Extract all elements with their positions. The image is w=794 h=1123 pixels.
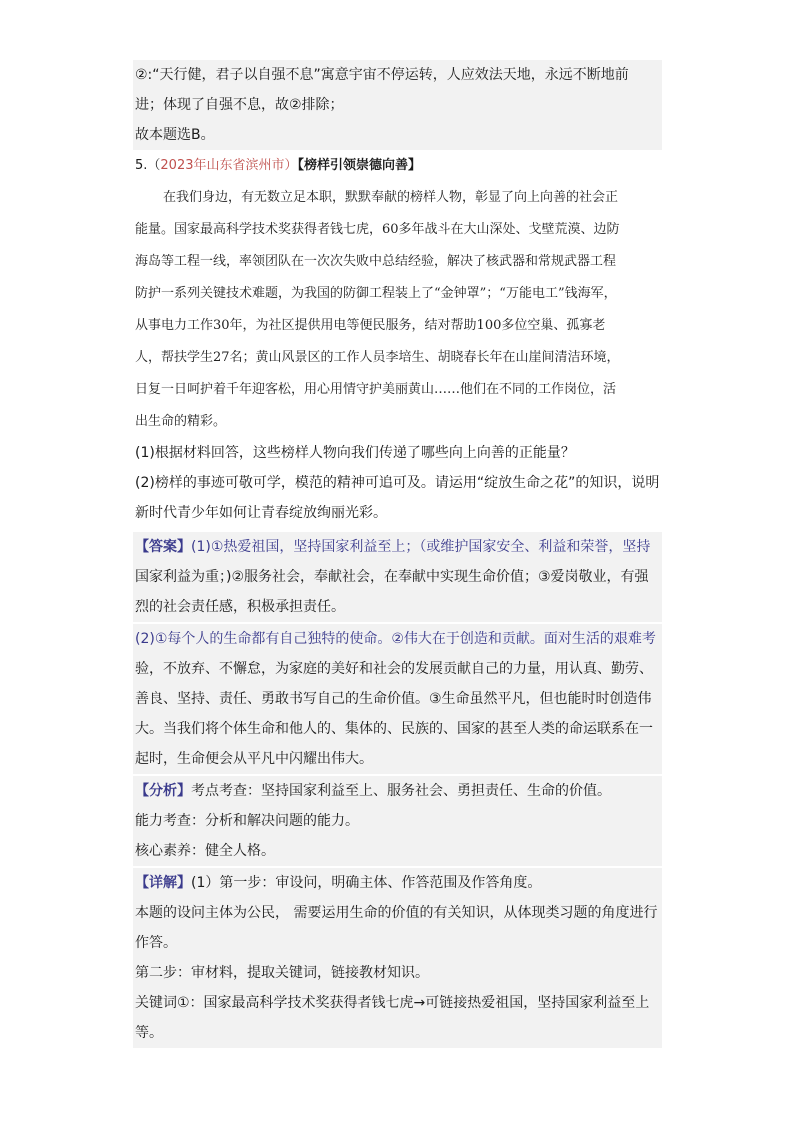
answer-block	[133, 532, 662, 622]
answer-line: (2)①每个人的生命都有自己独特的使命。②伟大在于创造和贡献。面对生活的艰难考	[135, 631, 656, 647]
answer-line: 国家利益为重；)②服务社会，奉献社会，在奉献中实现生命价值；③爱岗敬业，有强	[135, 569, 649, 585]
document-page	[133, 60, 662, 1048]
detail-line: 本题的设问主体为公民， 需要运用生命的价值的有关知识，从体现类习题的角度进行	[135, 905, 658, 921]
material-line: 日复一日呵护着千年迎客松，用心用情守护美丽黄山……他们在不同的工作岗位，活	[135, 382, 617, 397]
sub-question-2-line: (2)榜样的事迹可敬可学，模范的精神可追可及。请运用“绽放生命之花”的知识，说明	[135, 475, 660, 491]
analysis-ability: 能力考查：分析和解决问题的能力。	[135, 813, 359, 829]
prev-answer-line: 进；体现了自强不息，故②排除；	[135, 97, 344, 113]
detail-line: 第二步：审材料，提取关键词，链接教材知识。	[135, 965, 429, 981]
detail-line: 等。	[135, 1025, 163, 1041]
sub-question-2-line: 新时代青少年如何让青春绽放绚丽光彩。	[135, 505, 387, 521]
detail-line: 关键词①：国家最高科学技术奖获得者钱七虎→可链接热爱祖国，坚持国家利益至上	[135, 995, 650, 1011]
analysis-line: 【分析】考点考查：坚持国家利益至上、服务社会、勇担责任、生命的价值。	[135, 783, 611, 799]
question-source: 2023年山东省滨州市	[160, 158, 285, 173]
question-material	[133, 182, 662, 438]
answer-2-block	[133, 624, 662, 774]
detail-line: 【详解】(1）第一步：审设问，明确主体、作答范围及作答角度。	[135, 875, 542, 891]
material-line: 能量。国家最高科学技术奖获得者钱七虎，60多年战斗在大山深处、戈壁荒漠、边防	[135, 222, 620, 237]
material-line: 在我们身边，有无数立足本职，默默奉献的榜样人物，彰显了向上向善的社会正	[163, 190, 619, 205]
material-line: 防护一系列关键技术难题，为我国的防御工程装上了“金钟罩”；“万能电工”钱海军，	[135, 286, 617, 301]
answer-label: 【答案】	[135, 539, 191, 555]
prev-answer-line: ②:“天行健，君子以自强不息”寓意宇宙不停运转，人应效法天地，永远不断地前	[135, 67, 629, 83]
prev-conclusion: 故本题选B。	[133, 120, 662, 150]
analysis-block	[133, 776, 662, 866]
question-header	[133, 150, 662, 182]
material-line: 海岛等工程一线，率领团队在一次次失败中总结经验，解决了核武器和常规武器工程	[135, 254, 617, 269]
material-line: 从事电力工作30年，为社区提供用电等便民服务，结对帮助100多位空巢、孤寡老	[135, 318, 606, 333]
material-line: 人，帮扶学生27名；黄山风景区的工作人员李培生、胡晓春长年在山崖间清洁环境，	[135, 350, 620, 365]
analysis-literacy: 核心素养：健全人格。	[135, 843, 275, 859]
previous-answer-block	[133, 60, 662, 120]
detail-label: 【详解】	[135, 875, 191, 891]
answer-line: 【答案】(1)①热爱祖国，坚持国家利益至上；（或维护国家安全、利益和荣誉，坚持	[135, 539, 651, 555]
analysis-label: 【分析】	[135, 783, 191, 799]
answer-line: 验，不放弃、不懈怠，为家庭的美好和社会的发展贡献自己的力量，用认真、勤劳、	[135, 661, 653, 677]
answer-line: 起时，生命便会从平凡中闪耀出伟大。	[135, 751, 373, 767]
material-line: 出生命的精彩。	[135, 414, 227, 429]
detail-line: 作答。	[135, 935, 177, 951]
answer-line: 烈的社会责任感，积极承担责任。	[135, 599, 345, 615]
answer-line: 善良、坚持、责任、勇敢书写自己的生命价值。③生命虽然平凡，但也能时时创造伟	[135, 691, 652, 707]
question-source-close: ）	[284, 158, 298, 173]
question-number: 5.（	[135, 158, 161, 173]
question-tag: 【榜样引领崇德向善】	[297, 158, 422, 173]
answer-line: 大。当我们将个体生命和他人的、集体的、民族的、国家的甚至人类的命运联系在一	[135, 721, 653, 737]
detail-block	[133, 868, 662, 1048]
sub-question-1: (1)根据材料回答，这些榜样人物向我们传递了哪些向上向善的正能量？	[135, 445, 575, 461]
